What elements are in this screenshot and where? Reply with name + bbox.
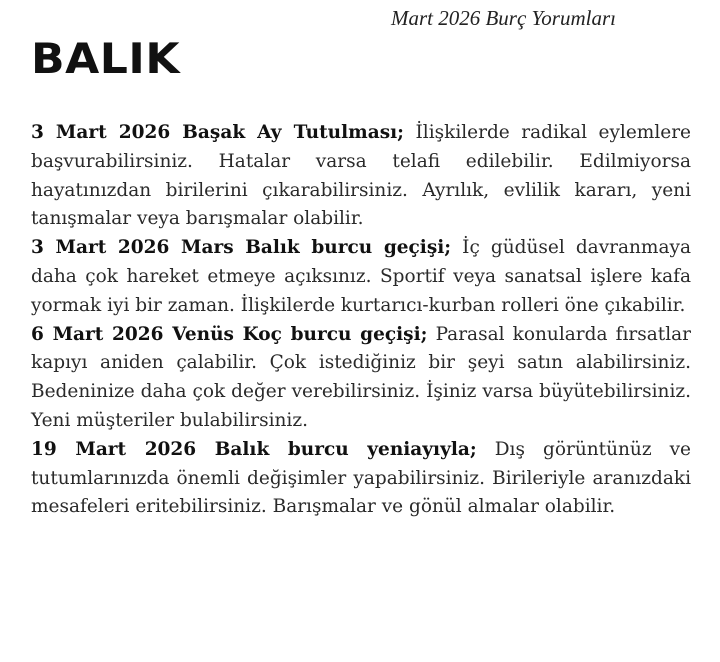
entry-lunar-eclipse [31, 119, 691, 234]
entry-heading: 3 Mart 2026 Başak Ay Tutulması; [31, 122, 404, 143]
entry-heading: 6 Mart 2026 Venüs Koç burcu geçişi; [31, 323, 428, 345]
entry-mars-transit [31, 234, 691, 320]
sign-title: BALIK [31, 34, 181, 83]
horoscope-content [31, 119, 691, 522]
entry-body: İç güdüsel davranmaya daha çok hareket etmeye açıksınız. Sportif veya sanatsal işlere kafa yormak iyi bir zaman. İlişkilerde kurtarıcı-kurban rolleri öne çıkabilir. [31, 237, 691, 316]
entry-heading: 19 Mart 2026 Balık burcu yeniayıyla; [31, 438, 477, 460]
entry-heading: 3 Mart 2026 Mars Balık burcu geçişi; [31, 237, 452, 259]
entry-new-moon [31, 436, 691, 522]
entry-venus-transit [31, 321, 691, 436]
header-note: Mart 2026 Burç Yorumları [390, 6, 616, 30]
entry-body: İlişkilerde radikal eylemlere başvurabilirsiniz. Hatalar varsa telafi edilebilir. Edilmiyorsa hayatınızdan birilerini çıkarabilirsiniz. Ayrılık, evlilik kararı, yeni tanışmalar veya barışmalar olabilir. [31, 122, 691, 230]
entry-body: Parasal konularda fırsatlar kapıyı aniden çalabilir. Çok istediğiniz bir şeyi satın alabilirsiniz. Bedeninize daha çok değer verebilirsiniz. İşiniz varsa büyütebilirsiniz. Yeni müşteriler bulabilirsiniz. [31, 323, 691, 431]
entry-body: Dış görüntünüz ve tutumlarınızda önemli değişimler yapabilirsiniz. Birileriyle aranızdaki mesafeleri eritebilirsiniz. Barışmalar ve gönül almalar olabilir. [31, 438, 692, 518]
